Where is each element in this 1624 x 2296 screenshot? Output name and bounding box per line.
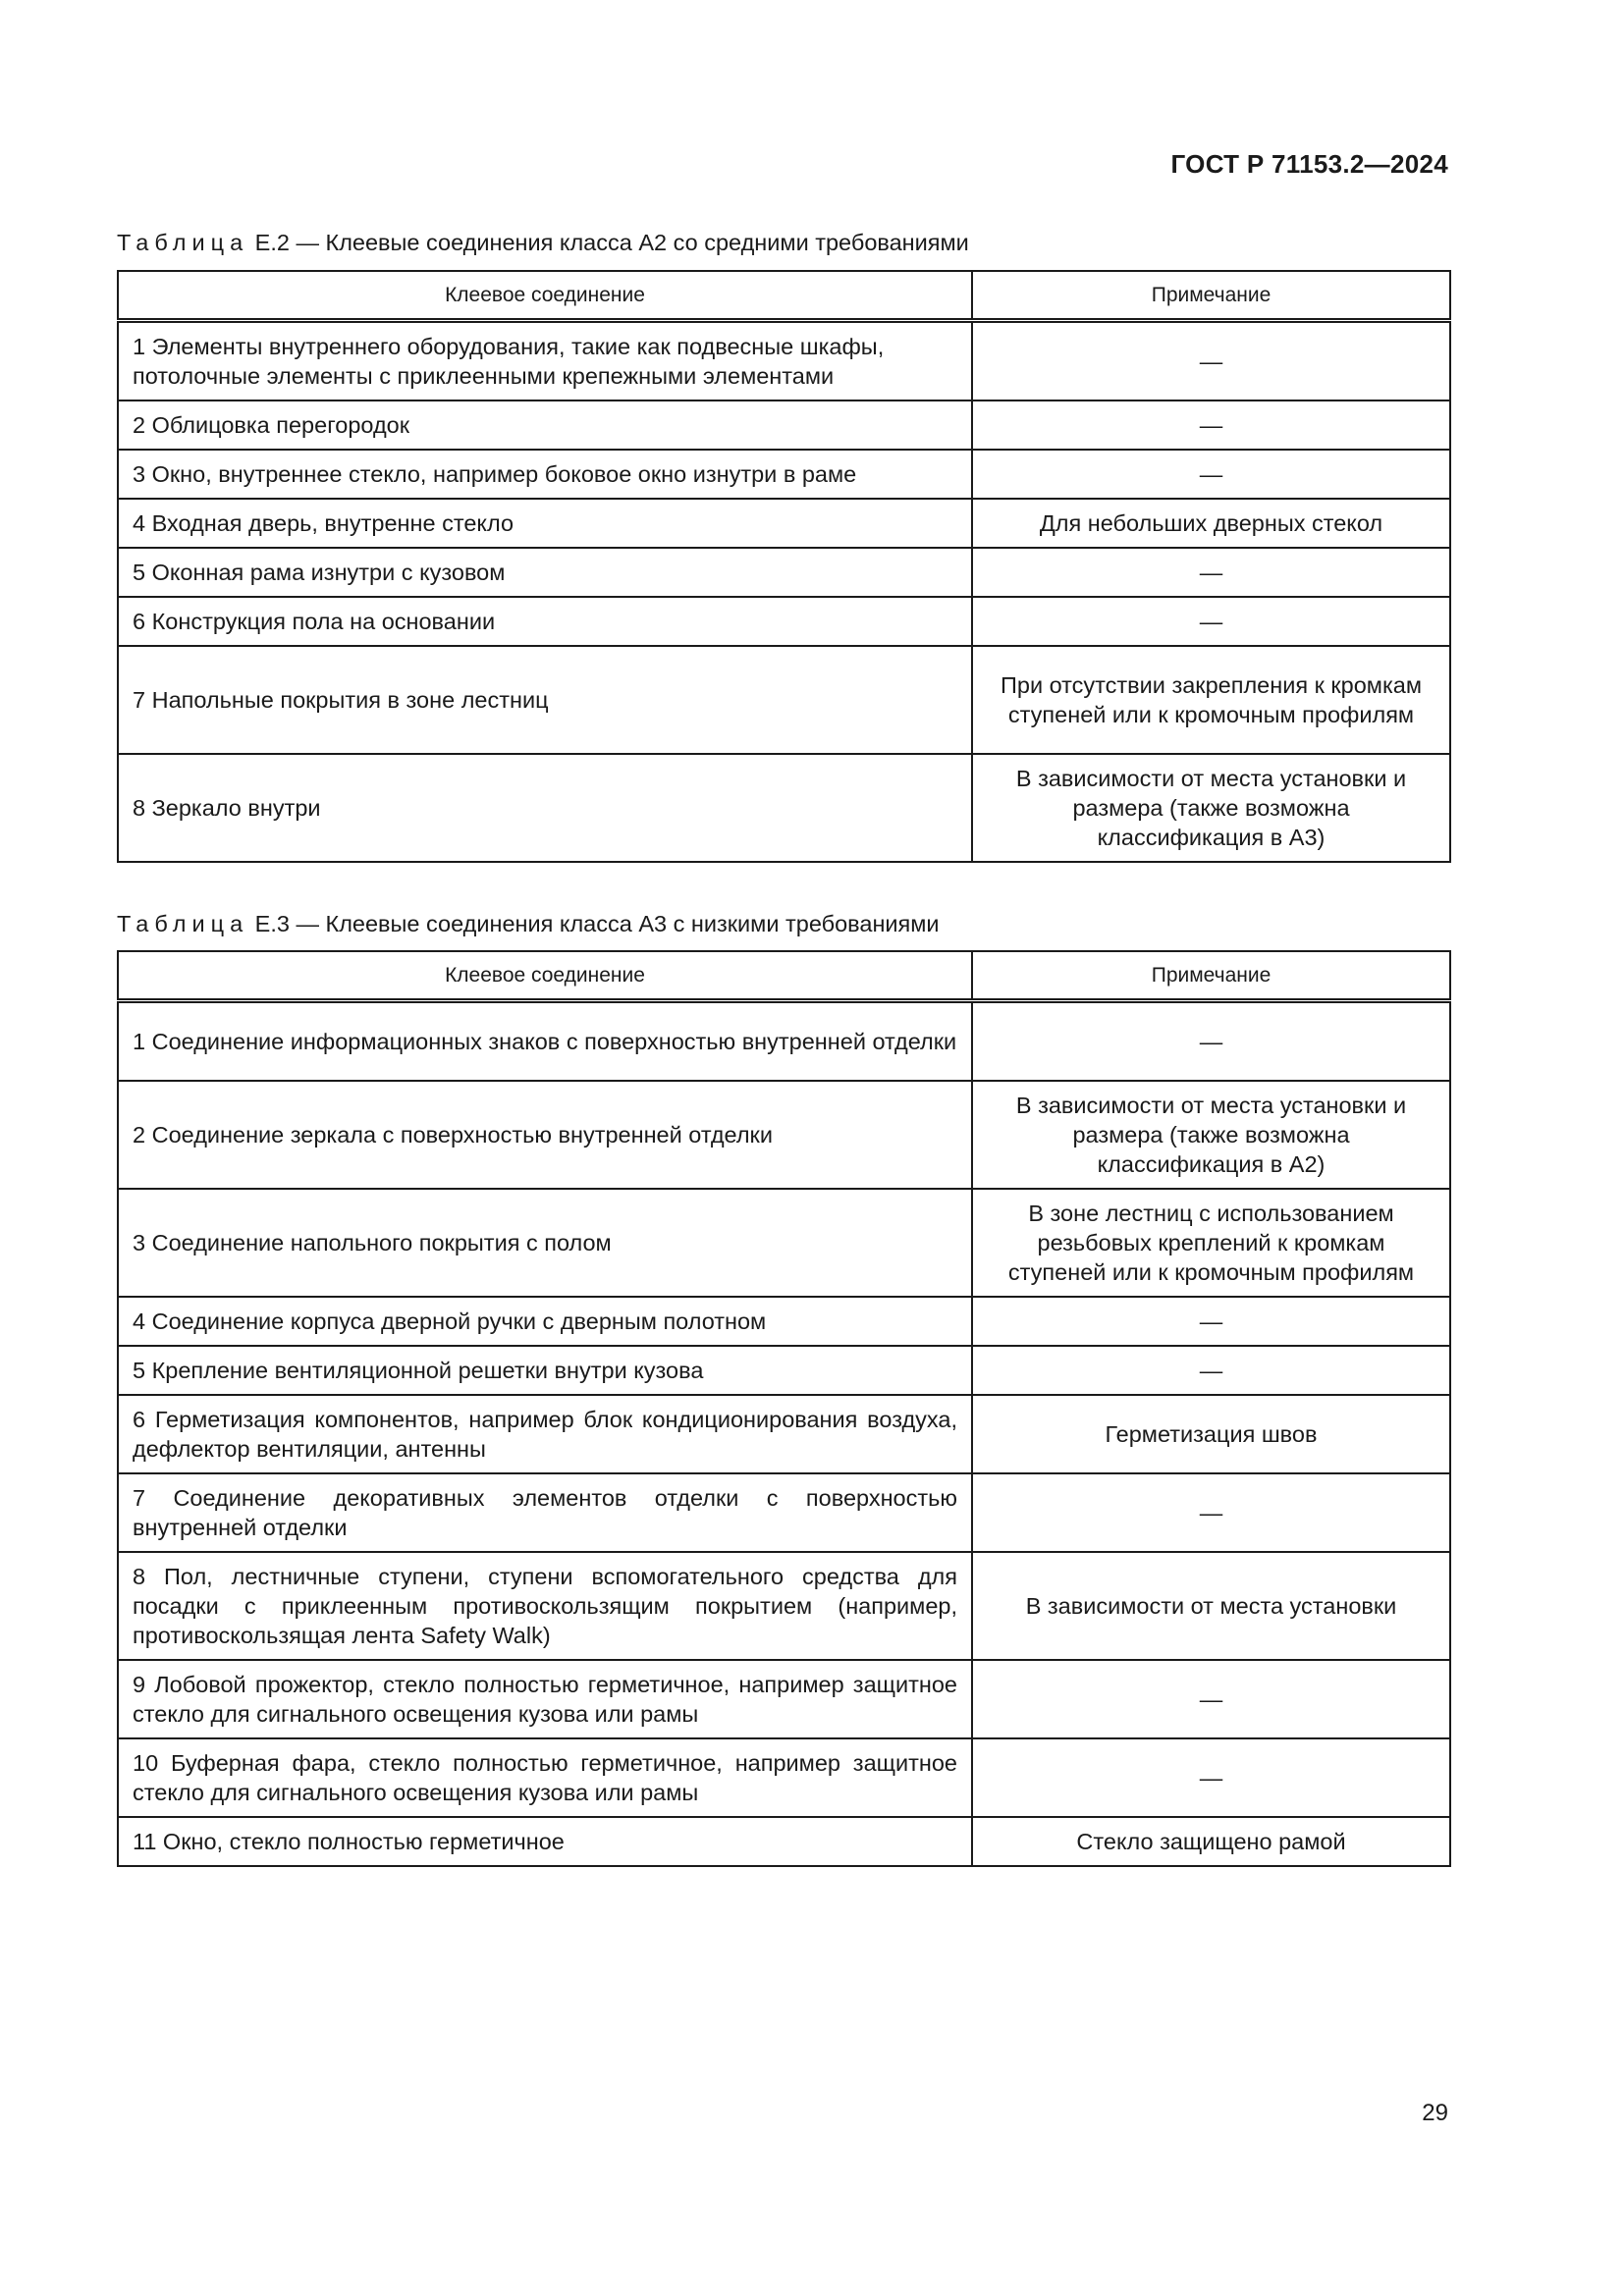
table-row [118, 597, 1450, 646]
note-cell: — [972, 1001, 1450, 1082]
joint-cell: 5 Крепление вентиляционной решетки внутри кузова [118, 1346, 972, 1395]
table-row [118, 1297, 1450, 1346]
table-row [118, 1395, 1450, 1473]
joint-cell: 7 Напольные покрытия в зоне лестниц [118, 646, 972, 754]
joint-cell: 2 Облицовка перегородок [118, 400, 972, 450]
joint-cell: 2 Соединение зеркала с поверхностью внутренней отделки [118, 1081, 972, 1189]
note-cell: — [972, 321, 1450, 401]
table-row [118, 450, 1450, 499]
joint-cell: 7 Соединение декоративных элементов отделки с поверхностью внутренней отделки [118, 1473, 972, 1552]
note-cell: — [972, 450, 1450, 499]
table-row [118, 548, 1450, 597]
column-header-joint: Клеевое соединение [118, 271, 972, 321]
note-cell: — [972, 1660, 1450, 1738]
joint-cell: 4 Входная дверь, внутренне стекло [118, 499, 972, 548]
standard-code: ГОСТ Р 71153.2—2024 [1170, 149, 1448, 179]
note-cell: — [972, 1738, 1450, 1817]
joint-cell: 6 Герметизация компонентов, например блок кондиционирования воздуха, дефлектор вентиляции, антенны [118, 1395, 972, 1473]
table-row [118, 321, 1450, 401]
table-row [118, 499, 1450, 548]
table-row [118, 400, 1450, 450]
table-row [118, 1001, 1450, 1082]
table-caption-e3 [117, 911, 940, 937]
page-number: 29 [1422, 2100, 1448, 2126]
table-row [118, 1346, 1450, 1395]
note-cell: В зоне лестниц с использованием резьбовых креплений к кромкам ступеней или к кромочным профилям [972, 1189, 1450, 1297]
note-cell: — [972, 400, 1450, 450]
table-row [118, 1660, 1450, 1738]
note-cell: — [972, 1473, 1450, 1552]
joint-cell: 11 Окно, стекло полностью герметичное [118, 1817, 972, 1866]
table-caption-e2 [117, 230, 969, 256]
joint-cell: 1 Элементы внутреннего оборудования, такие как подвесные шкафы, потолочные элементы с приклеенными крепежными элементами [118, 321, 972, 401]
note-cell: При отсутствии закрепления к кромкам ступеней или к кромочным профилям [972, 646, 1450, 754]
joint-cell: 1 Соединение информационных знаков с поверхностью внутренней отделки [118, 1001, 972, 1082]
joint-cell: 5 Оконная рама изнутри с кузовом [118, 548, 972, 597]
joint-cell: 6 Конструкция пола на основании [118, 597, 972, 646]
column-header-note: Примечание [972, 271, 1450, 321]
caption-word: Таблица [117, 911, 249, 936]
caption-text: Е.2 — Клеевые соединения класса А2 со средними требованиями [248, 230, 969, 255]
caption-text: Е.3 — Клеевые соединения класса А3 с низкими требованиями [248, 911, 940, 936]
table-row [118, 1189, 1450, 1297]
column-header-joint: Клеевое соединение [118, 951, 972, 1001]
column-header-note: Примечание [972, 951, 1450, 1001]
note-cell: — [972, 597, 1450, 646]
note-cell: Стекло защищено рамой [972, 1817, 1450, 1866]
table-row [118, 646, 1450, 754]
joint-cell: 8 Пол, лестничные ступени, ступени вспомогательного средства для посадки с приклеенным противоскользящим покрытием (например, противоскользящая лента Safety Walk) [118, 1552, 972, 1660]
caption-word: Таблица [117, 230, 249, 255]
table-row [118, 1552, 1450, 1660]
joint-cell: 10 Буферная фара, стекло полностью герметичное, например защитное стекло для сигнального освещения кузова или рамы [118, 1738, 972, 1817]
table-row [118, 754, 1450, 862]
joint-cell: 4 Соединение корпуса дверной ручки с дверным полотном [118, 1297, 972, 1346]
table-e3 [117, 950, 1451, 1867]
table-row [118, 1081, 1450, 1189]
note-cell: — [972, 1297, 1450, 1346]
joint-cell: 3 Соединение напольного покрытия с полом [118, 1189, 972, 1297]
note-cell: Герметизация швов [972, 1395, 1450, 1473]
table-header-row [118, 951, 1450, 1001]
note-cell: Для небольших дверных стекол [972, 499, 1450, 548]
note-cell: В зависимости от места установки и размера (также возможна классификация в А3) [972, 754, 1450, 862]
table-header-row [118, 271, 1450, 321]
note-cell: В зависимости от места установки и размера (также возможна классификация в А2) [972, 1081, 1450, 1189]
table-row [118, 1817, 1450, 1866]
note-cell: — [972, 548, 1450, 597]
table-row [118, 1473, 1450, 1552]
note-cell: — [972, 1346, 1450, 1395]
note-cell: В зависимости от места установки [972, 1552, 1450, 1660]
table-e2 [117, 270, 1451, 863]
table-row [118, 1738, 1450, 1817]
joint-cell: 8 Зеркало внутри [118, 754, 972, 862]
joint-cell: 3 Окно, внутреннее стекло, например боковое окно изнутри в раме [118, 450, 972, 499]
joint-cell: 9 Лобовой прожектор, стекло полностью герметичное, например защитное стекло для сигнального освещения кузова или рамы [118, 1660, 972, 1738]
